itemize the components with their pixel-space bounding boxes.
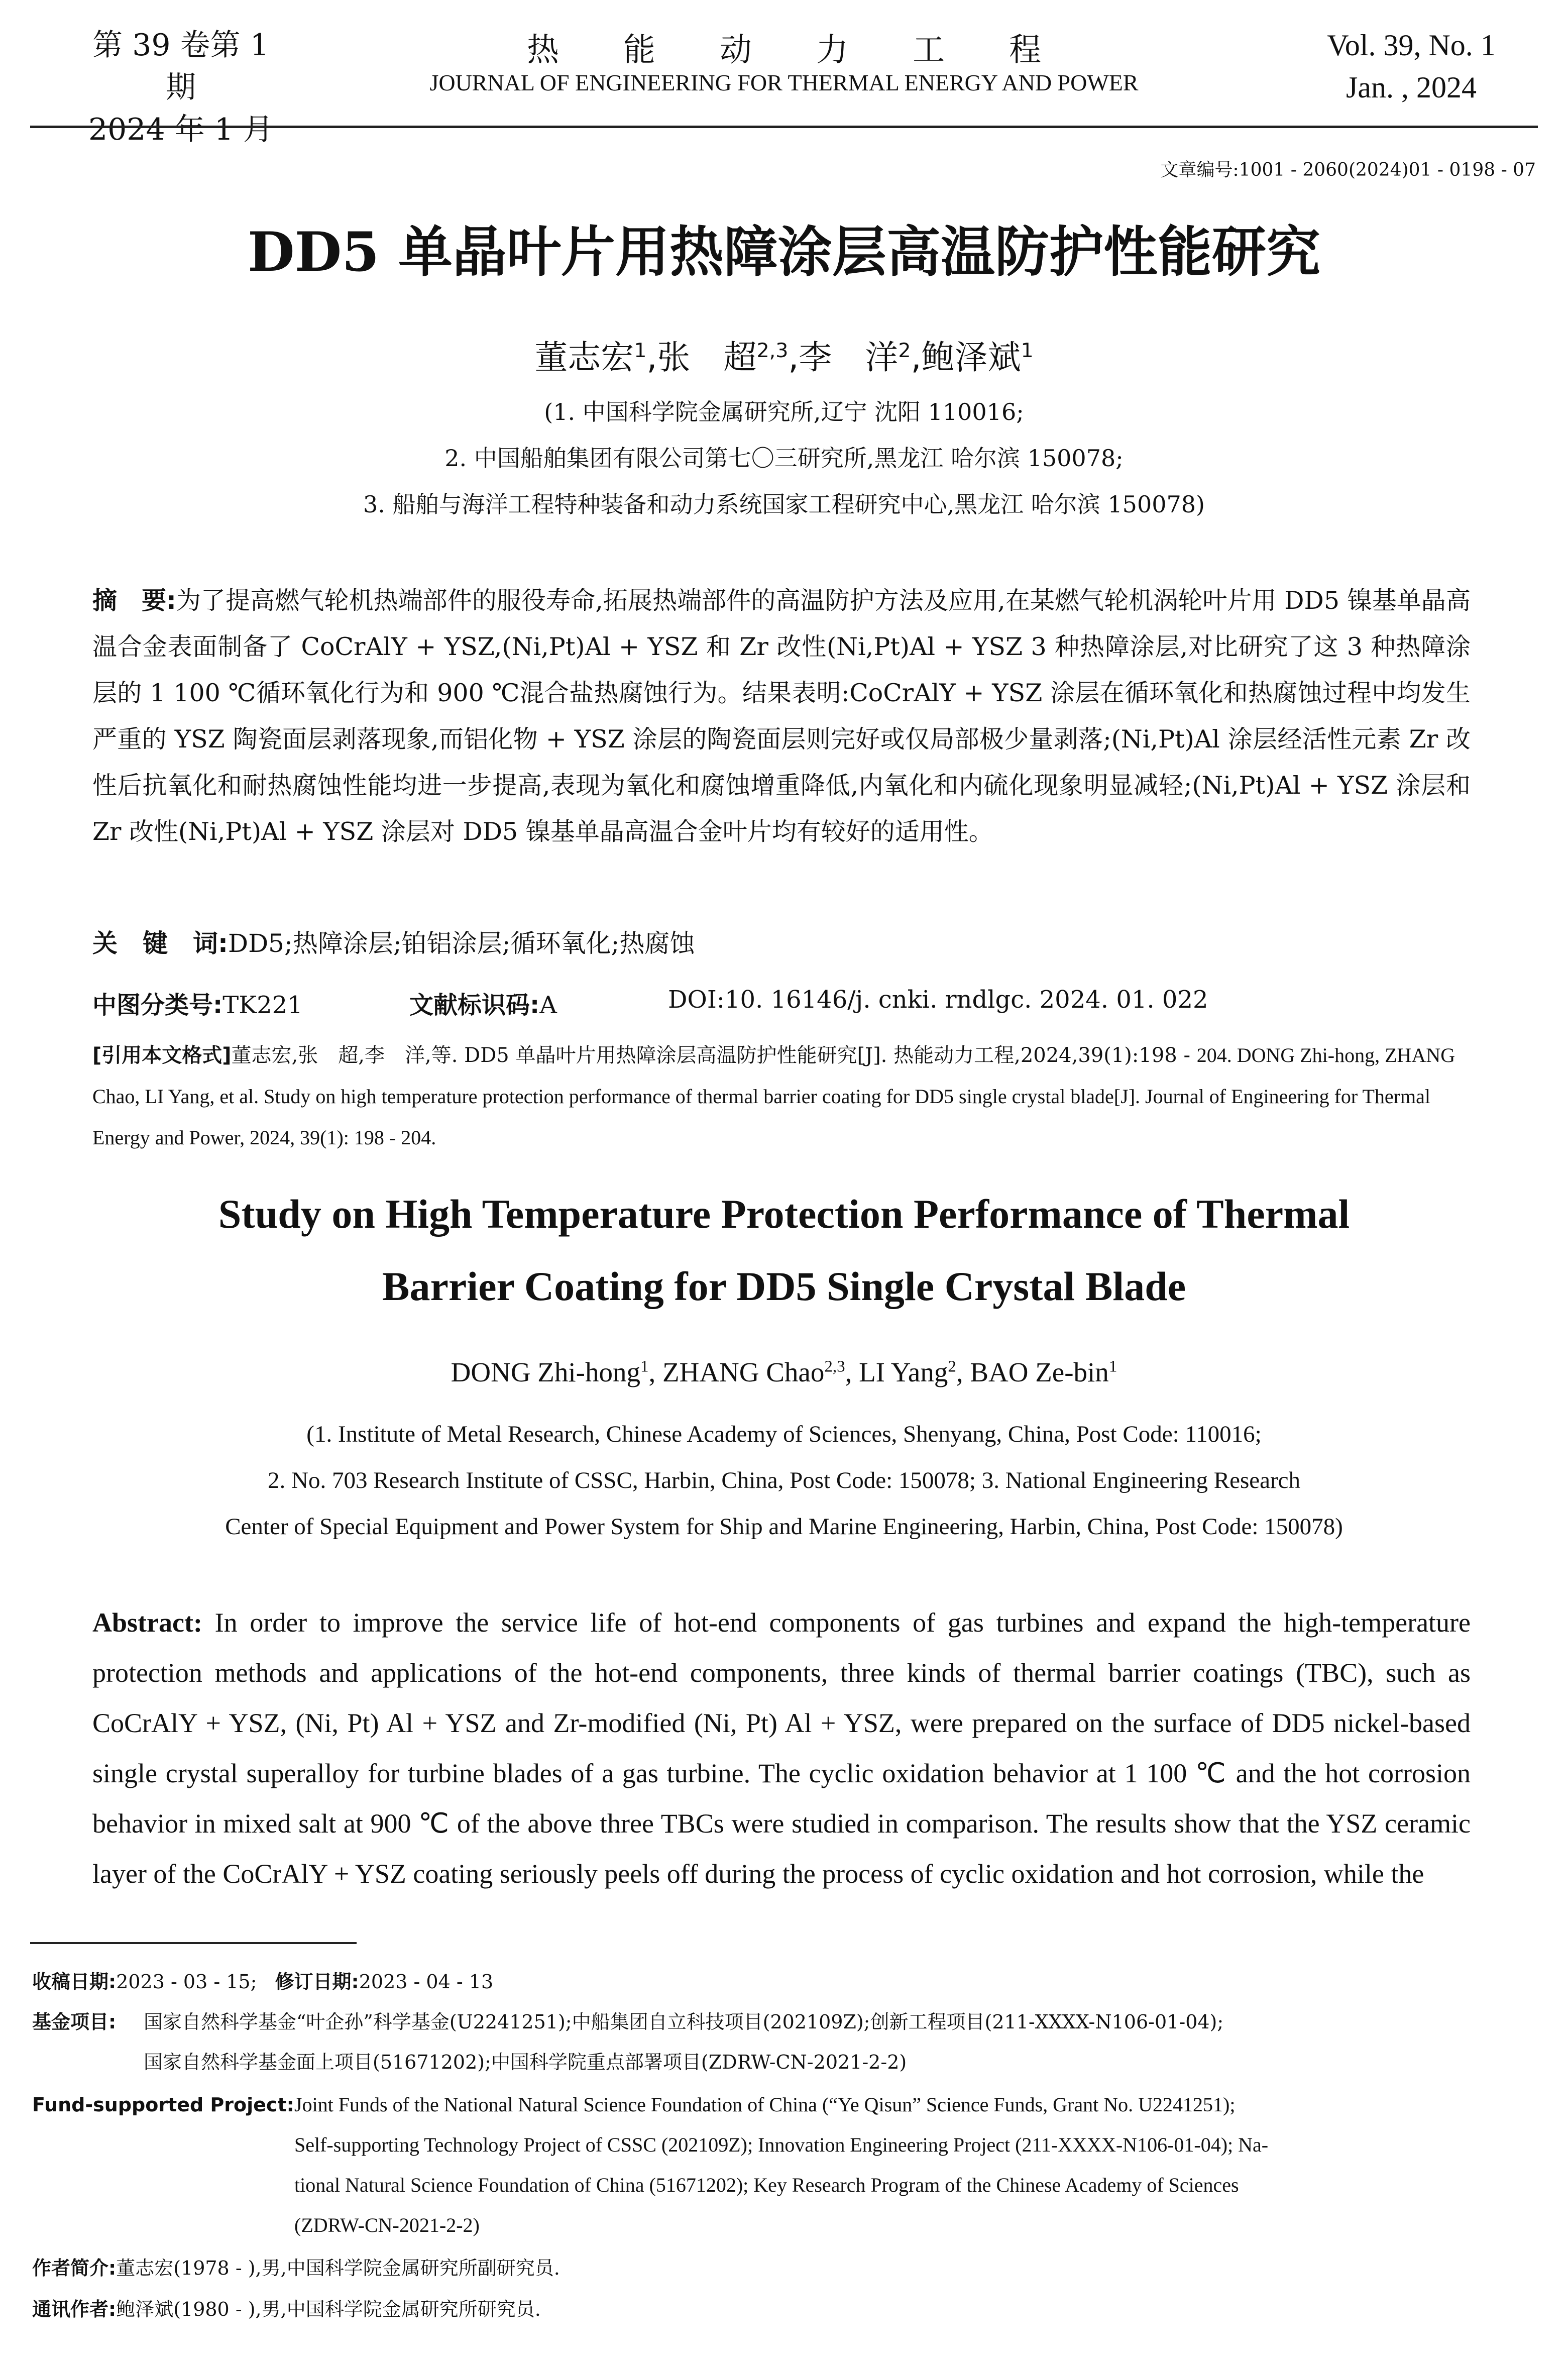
- author-name: ZHANG Chao: [662, 1357, 825, 1387]
- journal-title-cn: 热能动力工程: [527, 32, 1105, 69]
- citation-block: [92, 1035, 1471, 1158]
- fund-label-en: [32, 2085, 294, 2125]
- fund-line: 国家自然科学基金“叶企孙”科学基金(U2241251);中船集团自立科技项目(202109Z);创新工程项目(211-XXXX-N106-01-04);: [144, 2011, 1224, 2033]
- fund-en-line: (ZDRW-CN-2021-2-2): [294, 2214, 480, 2236]
- received-label: 收稿日期:: [32, 1971, 117, 1993]
- corresponding-text: 鲍泽斌(1980 - ),男,中国科学院金属研究所研究员.: [116, 2298, 541, 2320]
- clc-value: TK221: [222, 991, 303, 1019]
- fund-label-cn: [32, 2002, 116, 2042]
- header-rule: [30, 126, 1538, 128]
- keywords-cn-label: 关 键 词:: [92, 929, 228, 958]
- clc-label: 中图分类号:: [92, 991, 223, 1019]
- received-date: 2023 - 03 - 15;: [116, 1971, 257, 1993]
- issue-volume-en: Vol. 39, No. 1: [1327, 29, 1496, 62]
- article-number: 文章编号:1001 - 2060(2024)01 - 0198 - 07: [1160, 160, 1536, 180]
- revised-date: 2023 - 04 - 13: [359, 1971, 494, 1993]
- fund-label: 基金项目:: [32, 2011, 117, 2033]
- author-name: 张 超: [657, 338, 757, 377]
- doc-code-label: 文献标识码:: [409, 991, 540, 1019]
- doc-code-value: A: [539, 991, 557, 1019]
- abstract-cn-text: 为了提高燃气轮机热端部件的服役寿命,拓展热端部件的高温防护方法及应用,在某燃气轮机涡轮叶片用 DD5 镍基单晶高温合金表面制备了 CoCrAlY + YSZ,(Ni,Pt)Al + YSZ 和 Zr 改性(Ni,Pt)Al + YSZ 3 种热障涂层,对比研究了这 3 种热障涂层的 1 100 ℃循环氧化行为和 900 ℃混合盐热腐蚀行为。结果表明:CoCrAlY + YSZ 涂层在循环氧化和热腐蚀过程中均发生严重的 YSZ 陶瓷面层剥落现象,而铝化物 + YSZ 涂层的陶瓷面层则完好或仅局部极少量剥落;(Ni,Pt)Al 涂层经活性元素 Zr 改性后抗氧化和耐热腐蚀性能均进一步提高,表现为氧化和腐蚀增重降低,内氧化和内硫化现象明显减轻;(Ni,Pt)Al + YSZ 涂层和 Zr 改性(Ni,Pt)Al + YSZ 涂层对 DD5 镍基单晶高温合金叶片均有较好的适用性。: [92, 586, 1471, 846]
- author-affiliation-mark: 2,3: [824, 1357, 845, 1376]
- issue-volume-cn: 第 39 卷第 1 期: [92, 28, 269, 105]
- corresponding-label: 通讯作者:: [32, 2298, 117, 2320]
- abstract-en: [92, 1597, 1471, 1899]
- author-affiliation-mark: 2: [948, 1357, 956, 1376]
- author-bio-label: 作者简介:: [32, 2257, 117, 2279]
- fund-line: 国家自然科学基金面上项目(51671202);中国科学院重点部署项目(ZDRW-CN-2021-2-2): [144, 2051, 907, 2073]
- author-name: BAO Ze-bin: [970, 1357, 1109, 1387]
- affiliation-cn-1: (1. 中国科学院金属研究所,辽宁 沈阳 110016;: [544, 398, 1024, 425]
- author-name: 李 洋: [799, 338, 899, 377]
- affiliation-en-1: (1. Institute of Metal Research, Chinese Academy of Sciences, Shenyang, China, Post Code: 110016;: [306, 1421, 1262, 1447]
- author-affiliation-mark: 2,3: [756, 339, 789, 362]
- affiliation-cn-3: 3. 船舶与海洋工程特种装备和动力系统国家工程研究中心,黑龙江 哈尔滨 150078): [363, 491, 1205, 518]
- affiliation-cn-2: 2. 中国船舶集团有限公司第七〇三研究所,黑龙江 哈尔滨 150078;: [444, 445, 1124, 472]
- citation-cn: 董志宏,张 超,李 洋,等. DD5 单晶叶片用热障涂层高温防护性能研究[J]. 热能动力工程,2024,39(1):198 -: [231, 1044, 1190, 1067]
- paper-title-en: [0, 1178, 1568, 1323]
- author-name: 鲍泽斌: [921, 338, 1021, 377]
- citation-en: 204. DONG Zhi-hong, ZHANG Chao, LI Yang, et al. Study on high temperature protection performance of thermal barrier coating for DD5 single crystal blade[J]. Journal of Engineering for Thermal Energy and Power, 2024, 39(1): 198 - 204.: [92, 1044, 1455, 1149]
- clc-number: [92, 986, 303, 1020]
- issue-date-en: Jan. , 2024: [1346, 71, 1477, 104]
- author-affiliation-mark: 1: [1108, 1357, 1117, 1376]
- paper-title-en-line2: Barrier Coating for DD5 Single Crystal Blade: [382, 1263, 1186, 1309]
- keywords-cn-text: DD5;热障涂层;铂铝涂层;循环氧化;热腐蚀: [228, 929, 695, 958]
- citation-label: [引用本文格式]: [92, 1044, 232, 1067]
- author-list-en: DONG Zhi-hong$^1$, ZHANG Chao$^{2,3}$, LI Yang$^2$, BAO Ze-bin$^1$: [451, 1357, 1117, 1387]
- author-affiliation-mark: 1: [1021, 339, 1034, 362]
- author-name: DONG Zhi-hong: [451, 1357, 640, 1387]
- fund-text-cn: [144, 2002, 1540, 2082]
- author-name: LI Yang: [859, 1357, 948, 1387]
- fund-en-line: Joint Funds of the National Natural Science Foundation of China (“Ye Qisun” Science Funds, Grant No. U2241251);: [294, 2093, 1236, 2116]
- paper-title-cn: DD5 单晶叶片用热障涂层高温防护性能研究: [247, 221, 1321, 284]
- fund-en-line: Self-supporting Technology Project of CSSC (202109Z); Innovation Engineering Project (211-XXXX-N106-01-04); Na-: [294, 2133, 1269, 2156]
- fund-text-en: [294, 2085, 1540, 2245]
- affiliation-en-3: Center of Special Equipment and Power System for Ship and Marine Engineering, Harbin, China, Post Code: 150078): [225, 1514, 1343, 1540]
- author-affiliation-mark: 2: [898, 339, 911, 362]
- revised-label: 修订日期:: [275, 1971, 359, 1993]
- document-code: [409, 986, 557, 1020]
- author-bio-text: 董志宏(1978 - ),男,中国科学院金属研究所副研究员.: [116, 2257, 560, 2279]
- abstract-cn-label: 摘 要:: [92, 586, 176, 615]
- keywords-cn: [92, 923, 695, 959]
- author-affiliation-mark: 1: [634, 339, 647, 362]
- fund-en-label: Fund-supported Project:: [32, 2094, 294, 2116]
- journal-title-en: JOURNAL OF ENGINEERING FOR THERMAL ENERGY AND POWER: [429, 70, 1139, 95]
- affiliation-en-2: 2. No. 703 Research Institute of CSSC, Harbin, China, Post Code: 150078; 3. National Engineering Research: [268, 1467, 1300, 1493]
- footnote-rule: [30, 1942, 357, 1944]
- doi: DOI:10. 16146/j. cnki. rndlgc. 2024. 01. 022: [668, 986, 1208, 1014]
- dates-footnote: [32, 1962, 493, 2002]
- abstract-cn: [92, 578, 1471, 855]
- author-affiliation-mark: 1: [640, 1357, 649, 1376]
- issue-info-en: [1316, 24, 1507, 109]
- issue-date-cn: 2024 年 1 月: [88, 112, 274, 147]
- corresponding-author: [32, 2289, 541, 2329]
- author-name: 董志宏: [534, 338, 634, 377]
- fund-en-line: tional Natural Science Foundation of China (51671202); Key Research Program of the Chinese Academy of Sciences: [294, 2174, 1239, 2196]
- abstract-en-text: In order to improve the service life of hot-end components of gas turbines and expand the high-temperature protection methods and applications of the hot-end components, three kinds of thermal barrier coatings (TBC), such as CoCrAlY + YSZ, (Ni, Pt) Al + YSZ and Zr-modified (Ni, Pt) Al + YSZ, were prepared on the surface of DD5 nickel-based single crystal superalloy for turbine blades of a gas turbine. The cyclic oxidation behavior at 1 100 ℃ and the hot corrosion behavior in mixed salt at 900 ℃ of the above three TBCs were studied in comparison. The results show that the YSZ ceramic layer of the CoCrAlY + YSZ coating seriously peels off during the process of cyclic oxidation and hot corrosion, while the: [92, 1607, 1471, 1889]
- abstract-en-label: Abstract:: [92, 1607, 202, 1638]
- author-list-cn: 董志宏$^1$,张 超$^{2,3}$,李 洋$^2$,鲍泽斌$^1$: [534, 338, 1034, 377]
- author-bio: [32, 2248, 560, 2288]
- paper-title-en-line1: Study on High Temperature Protection Performance of Thermal: [218, 1191, 1350, 1237]
